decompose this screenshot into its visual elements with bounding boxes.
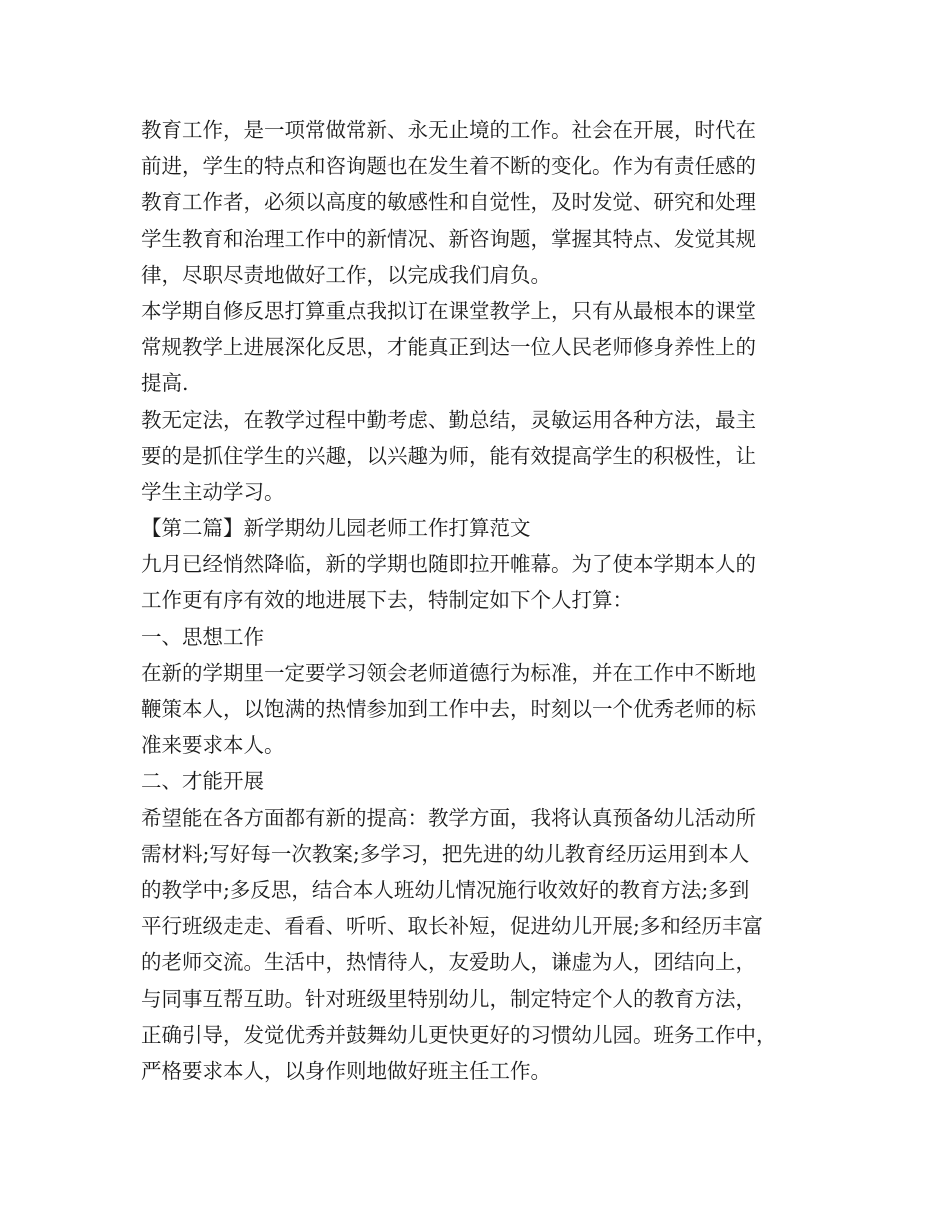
text-line: 教无定法，在教学过程中勤考虑、勤总结，灵敏运用各种方法，最主 (141, 407, 756, 432)
text-line: 的教学中;多反思，结合本人班幼儿情况施行收效好的教育方法;多到 (141, 877, 750, 902)
text-line: 鞭策本人，以饱满的热情参加到工作中去，时刻以一个优秀老师的标 (141, 697, 756, 721)
text-line: 本学期自修反思打算重点我拟订在课堂教学上，只有从最根本的课堂 (141, 298, 756, 323)
text-line: 准来要求本人。 (141, 733, 285, 758)
text-line: 在新的学期里一定要学习领会老师道德行为标准，并在工作中不断地 (141, 660, 756, 685)
subsection-heading: 一、思想工作 (141, 624, 264, 649)
text-line: 教育工作，是一项常做常新、永无止境的工作。社会在开展，时代在 (141, 118, 756, 142)
subsection-heading: 二、才能开展 (141, 769, 264, 794)
text-line: 常规教学上进展深化反思，才能真正到达一位人民老师修身养性上的 (141, 335, 756, 360)
text-line: 教育工作者，必须以高度的敏感性和自觉性，及时发觉、研究和处理 (141, 190, 756, 215)
text-line: 学生教育和治理工作中的新情况、新咨询题，掌握其特点、发觉其规 (141, 226, 756, 251)
text-line: 的老师交流。生活中，热情待人，友爱助人，谦虚为人，团结向上， (141, 950, 756, 975)
text-line: 学生主动学习。 (141, 479, 285, 504)
text-line: 律，尽职尽责地做好工作，以完成我们肩负。 (141, 262, 551, 287)
text-line: 正确引导，发觉优秀并鼓舞幼儿更快更好的习惯幼儿园。班务工作中， (141, 1022, 777, 1047)
text-line: 平行班级走走、看看、听听、取长补短，促进幼儿开展;多和经历丰富 (141, 914, 763, 939)
text-line: 要的是抓住学生的兴趣，以兴趣为师，能有效提高学生的积极性，让 (141, 443, 756, 468)
section-heading: 【第二篇】新学期幼儿园老师工作打算范文 (141, 516, 531, 541)
text-line: 需材料;写好每一次教案;多学习，把先进的幼儿教育经历运用到本人 (141, 841, 750, 866)
text-line: 严格要求本人，以身作则地做好班主任工作。 (141, 1058, 551, 1083)
text-line: 九月已经悄然降临，新的学期也随即拉开帷幕。为了使本学期本人的 (141, 552, 756, 577)
text-line: 与同事互帮互助。针对班级里特别幼儿，制定特定个人的教育方法， (141, 986, 756, 1011)
document-body (141, 112, 831, 1089)
text-line: 前进，学生的特点和咨询题也在发生着不断的变化。作为有责任感的 (141, 154, 756, 179)
text-line: 提高. (141, 371, 189, 396)
text-line: 希望能在各方面都有新的提高：教学方面，我将认真预备幼儿活动所 (141, 805, 756, 830)
text-line: 工作更有序有效的地进展下去，特制定如下个人打算： (141, 588, 633, 613)
